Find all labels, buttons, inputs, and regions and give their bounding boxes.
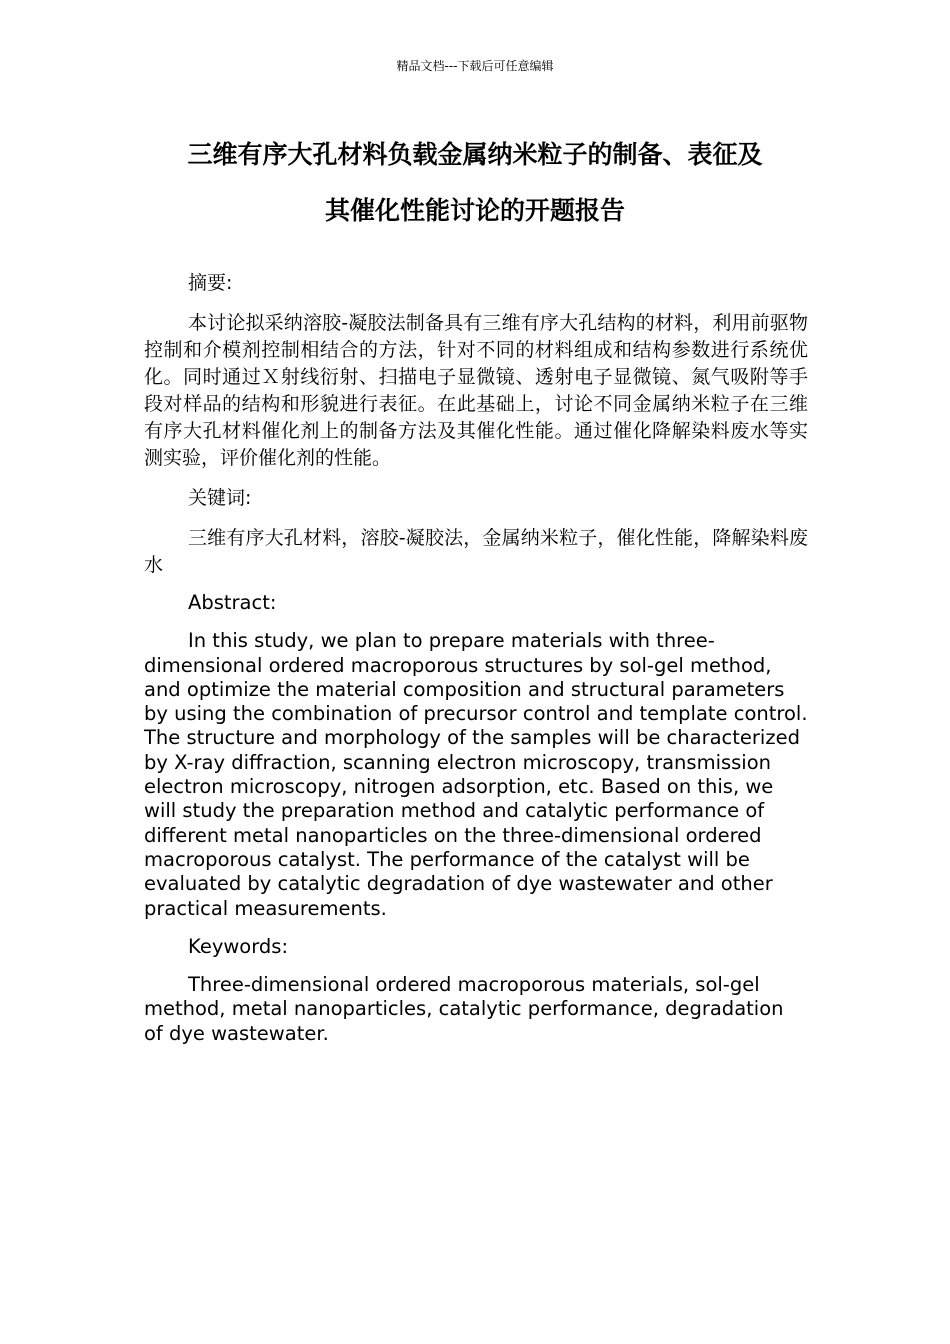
document-title-line-2: 其催化性能讨论的开题报告 — [324, 196, 625, 225]
en-abstract-text: In this study, we plan to prepare materials with three-dimensional ordered macroporous structures by sol-gel method, and optimize the material composition and structural parameters by using the combination of precursor control and template control. The structure and morphology of the samples will be characterized by X-ray diffraction, scanning electron microscopy, transmission electron microscopy, nitrogen adsorption, etc. Based on this, we will study the preparation method and catalytic performance of different metal nanoparticles on the three-dimensional ordered macroporous catalyst. The performance of the catalyst will be evaluated by catalytic degradation of dye wastewater and other practical measurements. — [144, 629, 808, 920]
document-body — [144, 270, 808, 1046]
cn-abstract-text: 本讨论拟采纳溶胶-凝胶法制备具有三维有序大孔结构的材料，利用前驱物控制和介模剂控制相结合的方法，针对不同的材料组成和结构参数进行系统优化。同时通过Ｘ射线衍射、扫描电子显微镜、透射电子显微镜、氮气吸附等手段对样品的结构和形貌进行表征。在此基础上，讨论不同金属纳米粒子在三维有序大孔材料催化剂上的制备方法及其催化性能。通过催化降解染料废水等实测实验，评价催化剂的性能。 — [144, 312, 808, 469]
cn-keywords-text: 三维有序大孔材料，溶胶-凝胶法，金属纳米粒子，催化性能，降解染料废水 — [144, 527, 808, 576]
cn-abstract-label: 摘要: — [188, 272, 233, 294]
header-note: 精品文档---下载后可任意编辑 — [396, 59, 554, 73]
en-keywords-text: Three-dimensional ordered macroporous materials, sol-gel method, metal nanoparticles, catalytic performance, degradation of dye wastewater. — [144, 973, 784, 1045]
cn-keywords-label: 关键词: — [188, 487, 252, 509]
en-keywords-label: Keywords: — [188, 934, 289, 958]
en-abstract-label: Abstract: — [188, 591, 277, 614]
document-title-line-1: 三维有序大孔材料负载金属纳米粒子的制备、表征及 — [187, 140, 763, 169]
